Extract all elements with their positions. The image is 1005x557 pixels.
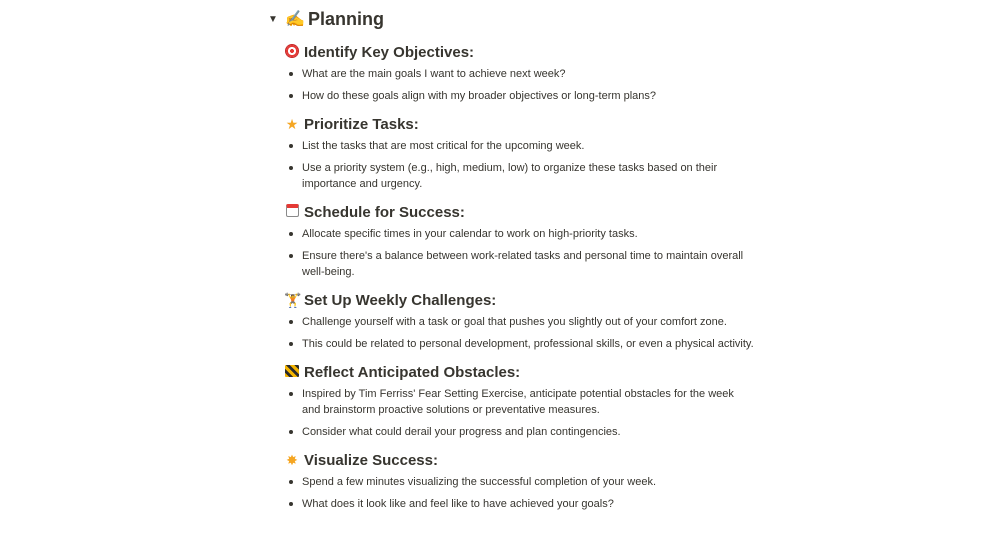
bullet-list [284, 226, 754, 280]
bullet-list [284, 314, 754, 352]
list-item[interactable]: How do these goals align with my broader objectives or long-term plans? [284, 88, 754, 104]
bullet-list [284, 386, 754, 440]
list-item[interactable]: Use a priority system (e.g., high, medium, low) to organize these tasks based on their importance and urgency. [284, 160, 754, 192]
construction-icon [284, 364, 300, 380]
section-prioritize-tasks [284, 112, 754, 192]
list-item[interactable]: Allocate specific times in your calendar to work on high-priority tasks. [284, 226, 754, 242]
star-icon: ★ [285, 116, 299, 132]
section-heading[interactable] [284, 200, 754, 224]
bullet-list [284, 138, 754, 192]
list-item[interactable]: Consider what could derail your progress and plan contingencies. [284, 424, 754, 440]
toggle-title[interactable]: Planning [308, 8, 384, 29]
section-set-up-weekly-challenges [284, 288, 754, 352]
list-item[interactable]: Spend a few minutes visualizing the successful completion of your week. [284, 474, 754, 490]
section-heading-text: Reflect Anticipated Obstacles: [304, 363, 521, 381]
section-heading[interactable] [284, 112, 754, 136]
caret-down-icon[interactable]: ▼ [268, 13, 278, 25]
section-heading-text: Set Up Weekly Challenges: [304, 291, 497, 309]
list-item[interactable]: What does it look like and feel like to have achieved your goals? [284, 496, 754, 512]
section-heading-text: Identify Key Objectives: [304, 43, 475, 61]
section-identify-key-objectives [284, 40, 754, 104]
planning-toggle-block[interactable] [266, 7, 384, 31]
section-heading[interactable] [284, 288, 754, 312]
section-schedule-for-success [284, 200, 754, 280]
sparkle-icon: ✸ [286, 452, 298, 468]
list-item[interactable]: What are the main goals I want to achieve next week? [284, 66, 754, 82]
section-visualize-success [284, 448, 754, 512]
list-item[interactable]: This could be related to personal development, professional skills, or even a physical activity. [284, 336, 754, 352]
target-icon [284, 44, 300, 60]
section-heading-text: Schedule for Success: [304, 203, 465, 221]
section-heading-text: Visualize Success: [304, 451, 438, 469]
section-heading-text: Prioritize Tasks: [304, 115, 419, 133]
weightlifter-icon: 🏋 [284, 292, 302, 308]
bullet-list [284, 474, 754, 512]
calendar-icon [284, 204, 300, 220]
toggle-content [284, 40, 754, 518]
list-item[interactable]: List the tasks that are most critical for the upcoming week. [284, 138, 754, 154]
section-heading[interactable] [284, 448, 754, 472]
section-heading[interactable] [284, 40, 754, 64]
list-item[interactable]: Inspired by Tim Ferriss' Fear Setting Exercise, anticipate potential obstacles for the week and brainstorm proactive solutions or preventative measures. [284, 386, 754, 418]
list-item[interactable]: Challenge yourself with a task or goal that pushes you slightly out of your comfort zone. [284, 314, 754, 330]
list-item[interactable]: Ensure there's a balance between work-related tasks and personal time to maintain overall well-being. [284, 248, 754, 280]
section-reflect-anticipated-obstacles [284, 360, 754, 440]
section-heading[interactable] [284, 360, 754, 384]
writing-hand-icon: ✍️ [285, 11, 305, 28]
bullet-list [284, 66, 754, 104]
